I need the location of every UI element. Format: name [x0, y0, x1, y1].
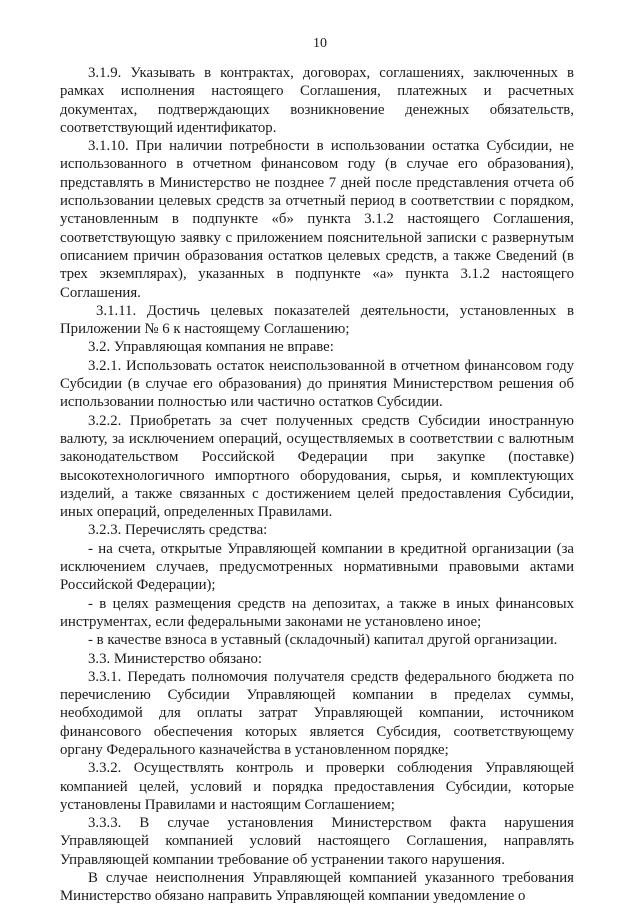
paragraph: 3.2.3. Перечислять средства: — [88, 522, 268, 539]
paragraph: 3.2.1. Использовать остаток неиспользованной в отчетном финансовом году Субсидии (в случае его образования) до принятия Министерством решения об использовании полностью или частично остатков Субсидии. — [60, 357, 574, 411]
paragraph: - в качестве взноса в уставный (складочный) капитал другой организации. — [88, 632, 558, 649]
paragraph: 3.1.11. Достичь целевых показателей деятельности, установленных в Приложении № 6 к настоящему Соглашению; — [60, 302, 574, 338]
paragraph: 3.3.2. Осуществлять контроль и проверки соблюдения Управляющей компанией целей, условий и порядка предоставления Субсидии, которые установлены Правилами и настоящим Соглашением; — [60, 760, 574, 813]
paragraph: 3.2.2. Приобретать за счет полученных средств Субсидии иностранную валюту, за исключением операций, осуществляемых в соответствии с валютным законодательством Российской Федерации при закупке (поставке) высокотехнологичного импортного оборудования, сырья, и комплектующих изделий, а также связанных с достижением целей предоставления Субсидии, иных операций, определенных Правилами. — [60, 412, 574, 521]
paragraph: 3.1.9. Указывать в контрактах, договорах, соглашениях, заключенных в рамках исполнения настоящего Соглашения, платежных и расчетных документах, подтверждающих возникновение денежных обязательств, соответствующий идентификатор. — [60, 65, 574, 136]
paragraph: 3.2. Управляющая компания не вправе: — [88, 339, 334, 356]
paragraph: 3.1.10. При наличии потребности в использовании остатка Субсидии, не использованного в отчетном финансовом году (в случае его образования), представлять в Министерство не позднее 7 дней после представления отчета об использовании целевых средств за отчетный период в соответствии с порядком, установленным в подпункте «б» пункта 3.1.2 настоящего Соглашения, соответствующую заявку с приложением пояснительной записки с развернутым описанием причин образования остатков целевых средств, а также Сведений (в трех экземплярах), указанных в подпункте «а» пункта 3.1.2 настоящего Соглашения. — [60, 138, 574, 301]
paragraph: 3.3. Министерство обязано: — [88, 650, 263, 667]
paragraph: - на счета, открытые Управляющей компании в кредитной организации (за исключением случаев, предусмотренных нормативными правовыми актами Российской Федерации); — [60, 540, 574, 594]
paragraph: 3.3.1. Передать полномочия получателя средств федерального бюджета по перечислению Субсидии Управляющей компании в пределах суммы, необходимой для оплаты затрат Управляющей компании, источником финансового обеспечения которых является Субсидия, соответствующему органу Федерального казначейства в установленном порядке; — [60, 668, 574, 758]
paragraph: 3.3.3. В случае установления Министерством факта нарушения Управляющей компанией условий настоящего Соглашения, направлять Управляющей компании требование об устранении такого нарушения. — [60, 815, 574, 868]
paragraph: - в целях размещения средств на депозитах, а также в иных финансовых инструментах, если федеральными законами не установлено иное; — [60, 595, 574, 630]
document-body — [60, 64, 574, 906]
page-number: 10 — [313, 36, 327, 51]
paragraph: В случае неисполнения Управляющей компанией указанного требования Министерство обязано направить Управляющей компании уведомление о — [60, 870, 574, 905]
